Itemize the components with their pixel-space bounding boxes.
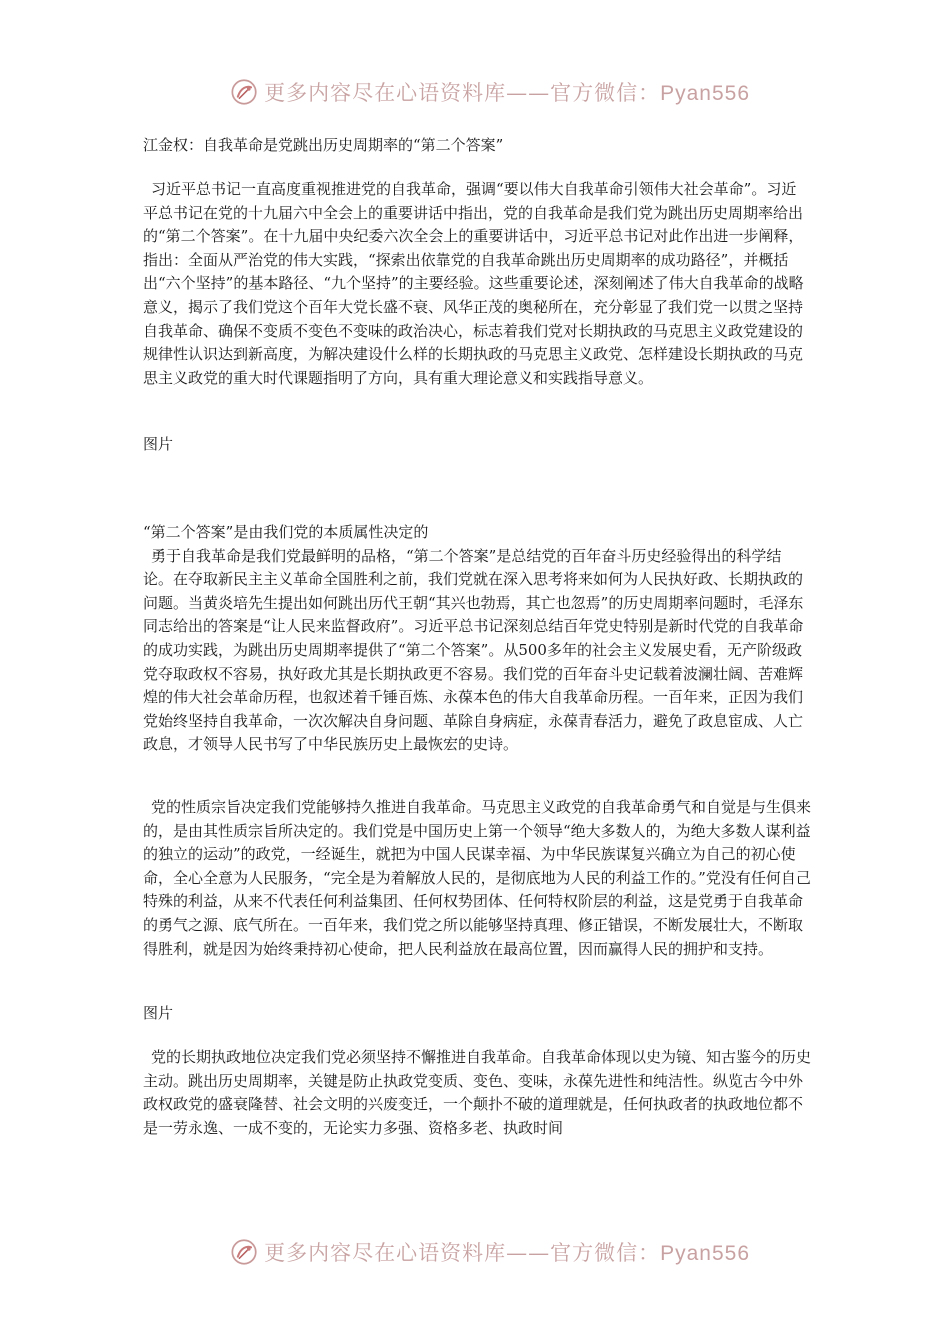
watermark-wechat-id: Pyan556 [660,1242,750,1265]
image-placeholder-2: 图片 [143,1004,174,1022]
article-title: 江金权：自我革命是党跳出历史周期率的“第二个答案” [143,136,504,154]
paragraph-4-block [143,1046,811,1140]
paragraph-1-block [143,178,811,390]
watermark-text: 更多内容尽在心语资料库——官方微信：Pyan556 [264,81,750,105]
watermark-text: 更多内容尽在心语资料库——官方微信：Pyan556 [264,1241,750,1265]
image-placeholder-1: 图片 [143,435,174,453]
watermark-logo-icon [230,74,258,110]
watermark-footer [230,1232,750,1272]
paragraph-4: 党的长期执政地位决定我们党必须坚持不懈推进自我革命。自我革命体现以史为镜、知古鉴今的历史主动。跳出历史周期率，关键是防止执政党变质、变色、变味，永葆先进性和纯洁性。纵览古今中外政权政党的盛衰隆替、社会文明的兴废变迁，一个颠扑不破的道理就是，任何执政者的执政地位都不是一劳永逸、一成不变的，无论实力多强、资格多老、执政时间 [143,1048,812,1137]
section-heading: “第二个答案”是由我们党的本质属性决定的 [143,523,429,541]
watermark-wechat-id: Pyan556 [660,82,750,105]
paragraph-3-block [143,796,811,961]
section-block [143,521,811,757]
paragraph-2: 勇于自我革命是我们党最鲜明的品格，“第二个答案”是总结党的百年奋斗历史经验得出的科学结论。在夺取新民主主义革命全国胜利之前，我们党就在深入思考将来如何为人民执好政、长期执政的问题。当黄炎培先生提出如何跳出历代王朝“其兴也勃焉，其亡也忽焉”的历史周期率问题时，毛泽东同志给出的答案是“让人民来监督政府”。习近平总书记深刻总结百年党史特别是新时代党的自我革命的成功实践，为跳出历史周期率提供了“第二个答案”。从500多年的社会主义发展史看，无产阶级政党夺取政权不容易，执好政尤其是长期执政更不容易。我们党的百年奋斗史记载着波澜壮阔、苦难辉煌的伟大社会革命历程，也叙述着千锤百炼、永葆本色的伟大自我革命历程。一百年来，正因为我们党始终坚持自我革命，一次次解决自身问题、革除自身病症，永葆青春活力，避免了政息宦成、人亡政息，才领导人民书写了中华民族历史上最恢宏的史诗。 [143,546,804,754]
watermark-logo-icon [230,1234,258,1270]
watermark-header [230,72,750,112]
paragraph-1: 习近平总书记一直高度重视推进党的自我革命，强调“要以伟大自我革命引领伟大社会革命”。习近平总书记在党的十九届六中全会上的重要讲话中指出，党的自我革命是我们党为跳出历史周期率给出的“第二个答案”。在十九届中央纪委六次全会上的重要讲话中，习近平总书记对此作出进一步阐释，指出：全面从严治党的伟大实践，“探索出依靠党的自我革命跳出历史周期率的成功路径”，并概括出“六个坚持”的基本路径、“九个坚持”的主要经验。这些重要论述，深刻阐述了伟大自我革命的战略意义，揭示了我们党这个百年大党长盛不衰、风华正茂的奥秘所在，充分彰显了我们党一以贯之坚持自我革命、确保不变质不变色不变味的政治决心，标志着我们党对长期执政的马克思主义政党建设的规律性认识达到新高度，为解决建设什么样的长期执政的马克思主义政党、怎样建设长期执政的马克思主义政党的重大时代课题指明了方向，具有重大理论意义和实践指导意义。 [143,180,804,387]
paragraph-3: 党的性质宗旨决定我们党能够持久推进自我革命。马克思主义政党的自我革命勇气和自觉是与生俱来的，是由其性质宗旨所决定的。我们党是中国历史上第一个领导“绝大多数人的，为绝大多数人谋利益的独立的运动”的政党，一经诞生，就把为中国人民谋幸福、为中华民族谋复兴确立为自己的初心使命，全心全意为人民服务，“完全是为着解放人民的，是彻底地为人民的利益工作的。”党没有任何自己特殊的利益，从来不代表任何利益集团、任何权势团体、任何特权阶层的利益，这是党勇于自我革命的勇气之源、底气所在。一百年来，我们党之所以能够坚持真理、修正错误，不断发展壮大，不断取得胜利，就是因为始终秉持初心使命，把人民利益放在最高位置，因而赢得人民的拥护和支持。 [143,798,812,958]
